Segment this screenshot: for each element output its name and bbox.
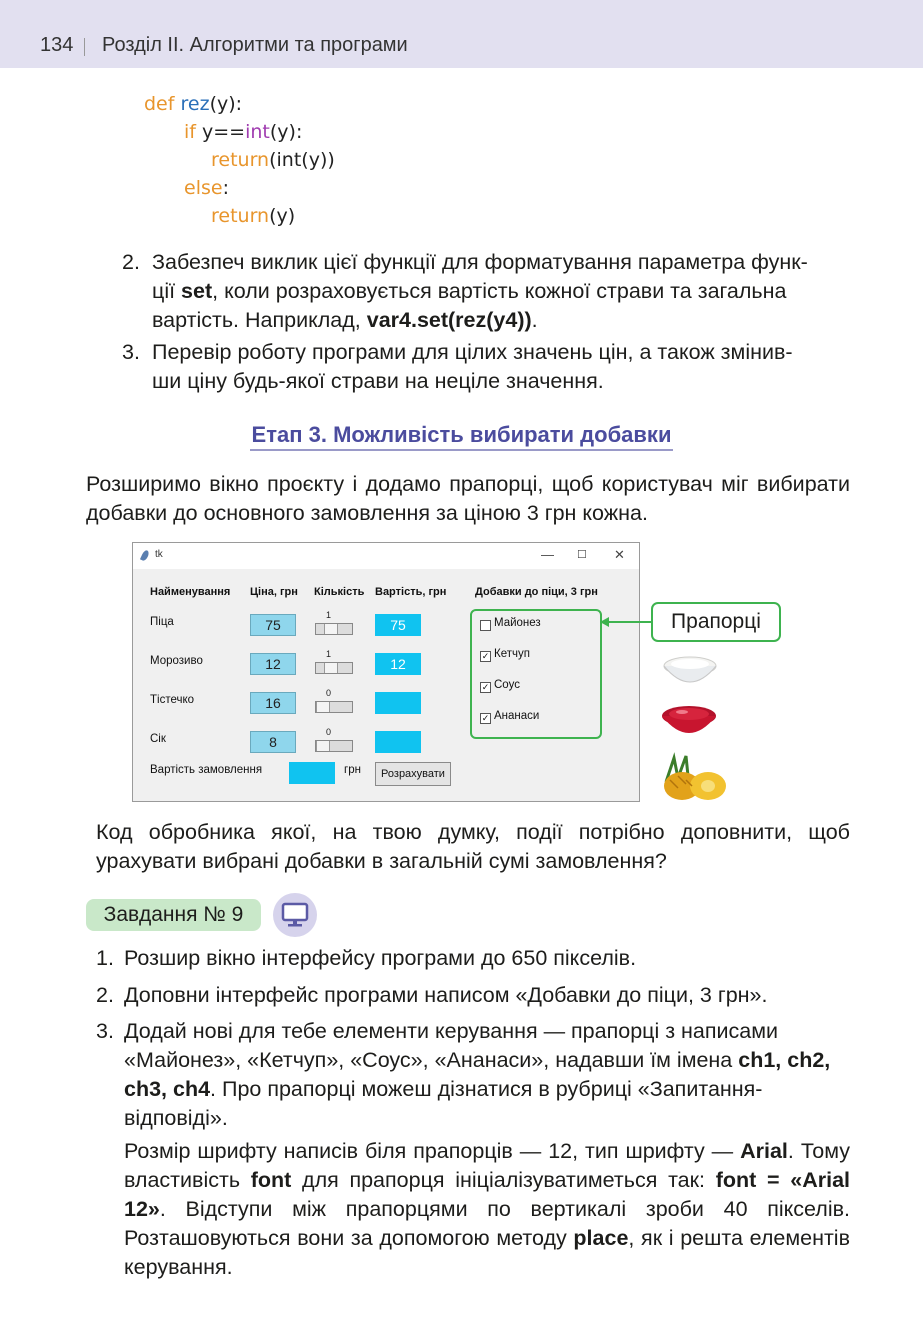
header-price: Ціна, грн: [250, 586, 298, 598]
qty-value: 1: [326, 649, 332, 659]
cost-label: 75: [375, 614, 421, 636]
price-entry[interactable]: 16: [250, 692, 296, 714]
header-divider: [84, 38, 85, 56]
item-name: Тістечко: [150, 694, 195, 706]
callout-arrow: [596, 612, 656, 632]
step-number: 2.: [122, 250, 140, 274]
qty-slider[interactable]: [315, 623, 353, 635]
slider-knob[interactable]: [316, 702, 330, 712]
checkbox-label: Соус: [494, 679, 520, 691]
checkbox-pineapple[interactable]: ✓: [481, 713, 490, 723]
step-item: 3. Перевір роботу програми для цілих значень цін, а також змінив- ши ціну будь-якої страви на неціле значення.: [122, 340, 793, 393]
code-line: else:: [184, 177, 229, 199]
price-entry[interactable]: 8: [250, 731, 296, 753]
task-item: 3. Додай нові для тебе елементи керування — прапорці з написами «Майонез», «Кетчуп», «Соус», «Ананаси», надавши їм імена ch1, ch2, ch3, ch4. Про прапорці можеш дізнатися в рубриці «Запитання- відповіді».: [96, 1019, 831, 1130]
checkbox-label: Ананаси: [494, 710, 540, 722]
price-entry[interactable]: 75: [250, 614, 296, 636]
tk-feather-icon: [140, 549, 150, 562]
monitor-icon: [273, 893, 317, 937]
step-item: 2. Забезпеч виклик цієї функції для форматування параметра функ- ції set, коли розраховується вартість кожної страви та загальна вартість. Наприклад, var4.set(rez(y4)).: [122, 250, 808, 332]
qty-slider[interactable]: [315, 740, 353, 752]
slider-knob[interactable]: [324, 624, 338, 634]
header-name: Найменування: [150, 586, 231, 598]
code-line: if y==int(y):: [184, 121, 303, 143]
qty-slider[interactable]: [315, 701, 353, 713]
mayonnaise-bowl-icon: [660, 650, 720, 692]
window-titlebar: [133, 543, 639, 569]
qty-value: 0: [326, 688, 332, 698]
header-cost: Вартість, грн: [375, 586, 447, 598]
code-block: [144, 90, 335, 230]
header-qty: Кількість: [314, 586, 365, 598]
qty-slider[interactable]: [315, 662, 353, 674]
checkbox-callout: Прапорці: [651, 602, 781, 642]
checkbox-sauce[interactable]: ✓: [481, 682, 490, 692]
intro-paragraph: Розширимо вікно проєкту і додамо прапорці, щоб користувач міг вибирати добавки до основного замовлення за ціною 3 грн кожна.: [86, 472, 850, 525]
header-extras: Добавки до піци, 3 грн: [475, 586, 598, 598]
qty-value: 1: [326, 610, 332, 620]
qty-value: 0: [326, 727, 332, 737]
slider-knob[interactable]: [324, 663, 338, 673]
item-name: Сік: [150, 733, 166, 745]
step-number: 3.: [122, 340, 140, 364]
task-number: 1.: [96, 946, 114, 970]
price-entry[interactable]: 12: [250, 653, 296, 675]
question-paragraph: Код обробника якої, на твою думку, події потрібно доповнити, щоб урахувати вибрані добавки в загальній сумі замовлення?: [96, 820, 850, 873]
sauce-bowl-icon: [658, 700, 720, 744]
code-line: def rez(y):: [144, 93, 243, 115]
code-line: return(y): [211, 205, 296, 227]
pineapple-icon: [656, 752, 730, 802]
task-item: 1. Розшир вікно інтерфейсу програми до 650 пікселів.: [96, 944, 850, 973]
page-number: 134: [40, 34, 74, 56]
slider-knob[interactable]: [316, 741, 330, 751]
cost-label: [375, 692, 421, 714]
item-name: Морозиво: [150, 655, 203, 667]
cost-label: 12: [375, 653, 421, 675]
total-value: [289, 762, 335, 784]
app-window: [132, 542, 640, 802]
item-name: Піца: [150, 616, 174, 628]
task-item: 2. Доповни інтерфейс програми написом «Добавки до піци, 3 грн».: [96, 981, 850, 1010]
checkbox-ketchup[interactable]: ✓: [481, 651, 490, 661]
task-badge: Завдання № 9: [86, 899, 261, 931]
page-header: [0, 0, 923, 68]
close-icon[interactable]: ✕: [614, 547, 625, 562]
checkbox-label: Майонез: [494, 617, 541, 629]
stage-title: Етап 3. Можливість вибирати добавки: [0, 422, 923, 448]
window-title: tk: [155, 549, 163, 560]
currency-label: грн: [344, 764, 361, 776]
total-label: Вартість замовлення: [150, 764, 263, 776]
code-line: return(int(y)): [211, 149, 335, 171]
maximize-icon[interactable]: ☐: [577, 549, 587, 561]
minimize-icon[interactable]: —: [541, 547, 554, 562]
checkbox-mayonnaise[interactable]: [480, 620, 491, 631]
checkbox-label: Кетчуп: [494, 648, 530, 660]
calculate-button[interactable]: Розрахувати: [375, 762, 451, 786]
section-title: Розділ ІІ. Алгоритми та програми: [102, 34, 408, 56]
font-instructions: Розмір шрифту написів біля прапорців — 12, тип шрифту — Arial. Тому властивість font для прапорця ініціалізуватиметься так: font = «Arial 12». Відступи між прапорцями по вертикалі зроби 40 пікселів. Розташовуються вони за допомогою методу place, як і решта елементів керування.: [124, 1139, 851, 1279]
task-number: 3.: [96, 1019, 114, 1043]
task-number: 2.: [96, 983, 114, 1007]
cost-label: [375, 731, 421, 753]
